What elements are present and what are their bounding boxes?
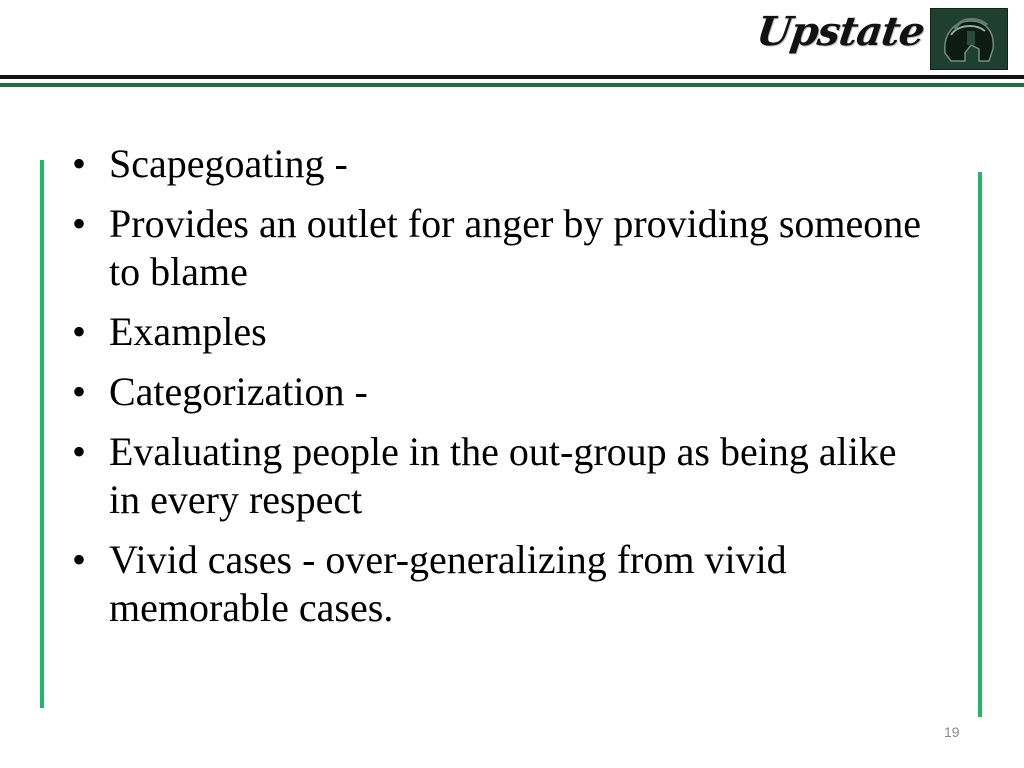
bullet-item: [72, 536, 922, 632]
bullet-text: Evaluating people in the out-group as being alike in every respect: [109, 429, 897, 522]
bullet-marker: •: [72, 429, 87, 474]
bullet-text: Provides an outlet for anger by providing someone to blame: [109, 201, 922, 294]
bullet-marker: •: [72, 201, 87, 246]
bullet-marker: •: [72, 537, 87, 582]
bullet-item: [72, 428, 922, 524]
bullet-text: Examples: [109, 309, 267, 354]
right-accent-bar: [978, 172, 982, 717]
bullet-text: Vivid cases - over-generalizing from vivid memorable cases.: [109, 537, 787, 630]
bullet-item: [72, 368, 922, 416]
bullet-item: [72, 308, 922, 356]
bullet-text: Categorization -: [109, 369, 368, 414]
bullet-item: [72, 140, 922, 188]
header-rule-dark: [0, 75, 1024, 79]
bullet-text: Scapegoating -: [109, 141, 348, 186]
spartan-helmet-icon: [930, 8, 1008, 70]
bullet-marker: •: [72, 309, 87, 354]
page-number: 19: [944, 724, 960, 740]
bullet-list: [72, 140, 922, 644]
bullet-marker: •: [72, 141, 87, 186]
left-accent-bar: [40, 160, 44, 708]
bullet-marker: •: [72, 369, 87, 414]
bullet-item: [72, 200, 922, 296]
header-rule-green: [0, 83, 1024, 87]
brand-logo-text: Upstate: [753, 8, 928, 55]
